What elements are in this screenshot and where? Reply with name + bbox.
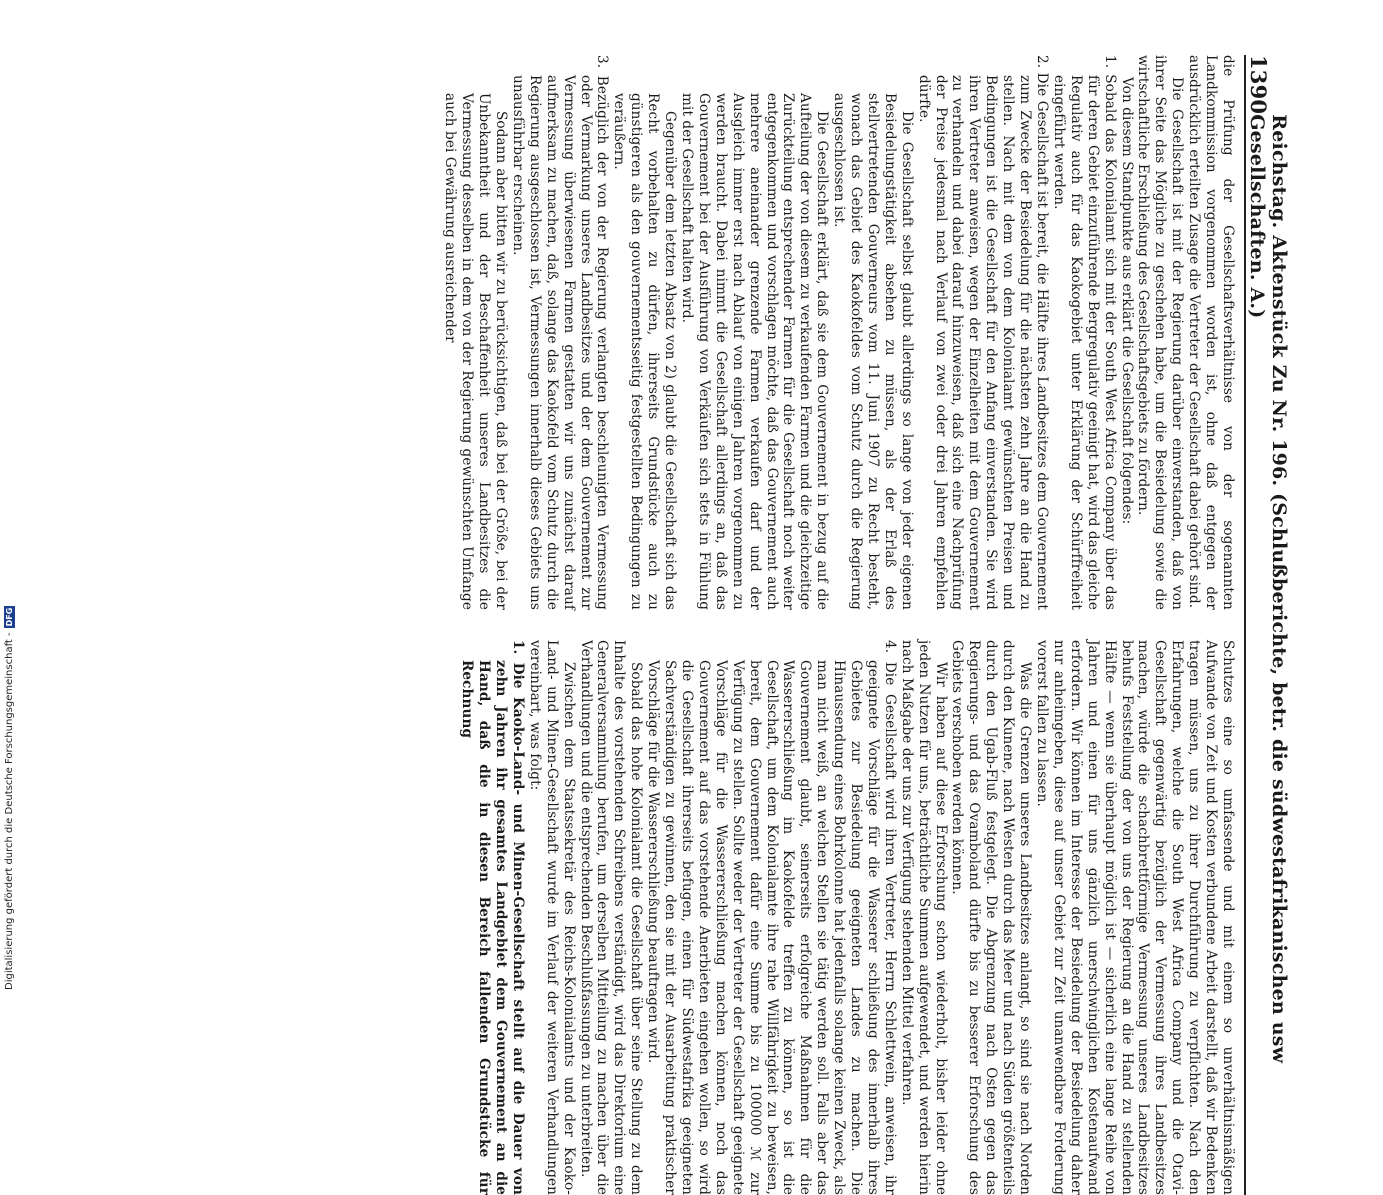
- paragraph: Gegenüber dem letzten Absatz von 2) glaubt die Gesellschaft sich das Recht vorbehalten zu dürfen, ihrerseits Grundstücke auch zu günstigeren als den gouvernementsseitig festgestellten Bedingungen zu veräußern.: [611, 93, 679, 610]
- left-text-column: [441, 55, 1236, 610]
- paragraph: Von diesem Standpunkte aus erklärt die Gesellschaft folgendes:: [1118, 77, 1135, 525]
- page-title: Reichstag. Aktenstück Zu Nr. 196. (Schlußberichte, betr. die südwestafrikanischen usw Gesellschaften. A.): [1246, 114, 1290, 1064]
- page-header: [1244, 55, 1290, 1195]
- paragraph: 3. Bezüglich der von der Regierung verlangten beschleunigten Vermessung oder Vermarkung unseres Landbesitzes und der dem Gouvernement zur Vermessung überwiesenen Farmen gestatten wir uns zunächst darauf aufmerksam zu machen, daß, solange das Kaokofeld vom Schutz durch die Regierung ausgeschlossen ist, Vermessungen innerhalb dieses Gebiets uns unausführbar erscheinen.: [509, 55, 611, 610]
- paragraph: Zwischen dem Staatssekretär des Reichs-Kolonialamts und der Kaoko-Land- und Minen-Gesellschaft wurde im Verlauf der weiteren Verhandlungen vereinbart, was folgt:: [526, 640, 577, 1195]
- paragraph: 4. Die Gesellschaft wird ihren Vertreter, Herrn Schlettwein, anweisen, ihr geeignete Vorschläge für die Wasserer schließung des innerhalb ihres Gebietes zur Besiedelung geeigneten Landes zu machen. Die Hinaussendung eines Bohrkolonne hat jedenfalls solange keinen Zweck, als man nicht weiß, an welchen Stellen sie tätig werden soll. Falls aber das Gouvernement glaubt, seinerseits erfolgreiche Maßnahmen für die Wassererschließung im Kaokofelde treffen zu können, so ist die Gesellschaft, um dem Kolonialamte ihre rahe Willfährigkeit zu beweisen, bereit, dem Gouvernement dafür eine Summe bis zu 100000 ℳ zur Verfügung zu stellen. Sollte weder der Vertreter der Gesellschaft geeignete Vorschläge für die Wassererschließung machen können, noch das Gouvernement auf das vorstehende Anerbieten eingehen wollen, so wird die Gesellschaft ihrerseits befugen, einen für Südwestafrika geeigneten Sachverständigen zu gewinnen, den sie mit der Ausarbeitung praktischer Vorschläge für die Wassererschließung beauftragen wird.: [645, 640, 898, 1195]
- paragraph: Die Gesellschaft selbst glaubt allerdings so lange von jeder eigenen Besiedelungstätigkeit absehen zu müssen, als der Erlaß des stellvertretenden Gouverneurs vom 11. Juni 1907 zu Recht besteht, wonach das Gebiet des Kaokofeldes vom Schutz durch die Regierung ausgeschlossen ist.: [831, 93, 915, 610]
- paragraph: 1. Die Kaoko-Land- und Minen-Gesellschaft stellt auf die Dauer von zehn Jahren ihr gesamtes Landgebiet dem Gouvernement an die Hand, daß die in diesen Bereich fallenden Grundstücke für Rechnung: [459, 640, 526, 1195]
- digitization-credit: [2, 0, 16, 990]
- paragraph: Sodann aber bitten wir zu berücksichtigen, daß bei der Größe, bei der Unbekanntheit und der Beschaffenheit unseres Landbesitzes die Vermessung desselben in dem von der Regierung gewünschten Umfange auch bei Gewährung ausreichender: [442, 93, 510, 610]
- paragraph: Was die Grenzen unseres Landbesitzes anlangt, so sind sie nach Norden durch den Kunene, nach Westen durch das Meer und nach Süden größtenteils durch den Ugab-Fluß festgelegt. Die Abgrenzung nach Osten gegen das Regierungs- und das Ovamboland dürfte bis zu besserer Erforschung des Gebiets verschoben werden können.: [949, 640, 1034, 1195]
- rotated-document-page: [80, 55, 1290, 1195]
- paragraph: Sobald das hohe Kolonialamt die Gesellschaft über seine Stellung zu dem Inhalte des vorstehenden Schreibens verständigt, wird das Direktorium eine Generalversammlung berufen, um derselben Mitteilung zu machen über die Verhandlungen und die entsprechenden Beschlußfassungen zu unterbreiten.: [577, 640, 645, 1195]
- paragraph: Die Gesellschaft ist mit der Regierung darüber einverstanden, daß von ihrer Seite das Mögliche zu geschehen habe, um die Besiedelung sowie die wirtschaftliche Erschließung des Gesellschaftsgebiets zu fördern.: [1135, 55, 1186, 610]
- page-number: 1390: [1246, 55, 1271, 115]
- paragraph: die Prüfung der Gesellschaftsverhältnisse von der sogenannten Landkommission vorgenommen worden ist, ohne daß entgegen der ausdrücklich erteilten Zusage die Vertreter der Gesellschaft dabei gehört sind.: [1186, 55, 1236, 610]
- credit-text: Digitalisierung gefördert durch die Deutsche Forschungsgemeinschaft -: [3, 632, 15, 990]
- paragraph: 1. Sobald das Kolonialamt sich mit der South West Africa Company über das für deren Gebiet einzuführende Bergregulativ geeinigt hat, wird das gleiche Regulativ auch für das Kaokogebiet unter Erklärung der Schürffreiheit eingeführt werden.: [1050, 55, 1118, 610]
- right-text-column: [458, 640, 1236, 1195]
- paragraph: Schutzes eine so umfassende und mit einem so unverhältnismäßigen Aufwande von Zeit und Kosten verbundene Arbeit darstellt, daß wir Bedenken tragen müssen, uns zu ihrer Durchführung zu verpflichten. Nach den Erfahrungen, welche die South West Africa Company und die Otavi-Gesellschaft gegenwärtig bezüglich der Vermessung ihres Landbesitzes machen, würde die schachbrettförmige Vermessung unseres Landbesitzes behufs Feststellung der von uns der Regierung an die Hand zu stellenden Hälfte — wenn sie überhaupt möglich ist — sicherlich eine lange Reihe von Jahren und einen für uns gänzlich unerschwinglichen Kostenaufwand erfordern. Wir können im Interesse der Besiedelung der Besiedelung daher nur anheimgeben, diese auf unser Gebiet zur Zeit unanwendbare Forderung vorerst fallen zu lassen.: [1034, 640, 1236, 1195]
- paragraph: Wir haben auf diese Erforschung schon wiederholt, bisher leider ohne jeden Nutzen für uns, beträchtliche Summen aufgewendet, und werden hierin nach Maßgabe der uns zur Verfügung stehenden Mittel verfahren.: [898, 640, 949, 1195]
- dfg-logo: DFG: [4, 607, 14, 627]
- paragraph: 2. Die Gesellschaft ist bereit, die Hälfte ihres Landbesitzes dem Gouvernement zum Zwecke der Besiedelung für die nächsten zehn Jahre an die Hand zu stellen. Nach mit dem von dem Kolonialamt gewünschten Preisen und Bedingungen ist die Gesellschaft für den Anfang einverstanden. Sie wird ihren Vertreter anweisen, wegen der Einzelheiten mit dem Gouvernement zu verhandeln und dabei darauf hinzuweisen, daß sich eine Nachprüfung der Preise jedesmal nach Verlauf von zwei oder drei Jahren empfehlen dürfte.: [915, 55, 1051, 610]
- paragraph: Die Gesellschaft erklärt, daß sie dem Gouvernement in bezug auf die Aufteilung der von diesem zu verkaufenden Farmen und die gleichzeitige Zurückteilung entsprechender Farmen für die Gesellschaft noch weiter entgegenkommen und vorschlagen möchte, daß das Gouvernement auch mehrere aneinander grenzende Farmen verkaufen darf und der Ausgleich immer erst nach Ablauf von einigen Jahren vorgenommen zu werden braucht. Dabei nimmt die Gesellschaft allerdings an, daß das Gouvernement bei der Ausführung von Verkäufen sich stets in Fühlung mit der Gesellschaft halten wird.: [679, 93, 831, 610]
